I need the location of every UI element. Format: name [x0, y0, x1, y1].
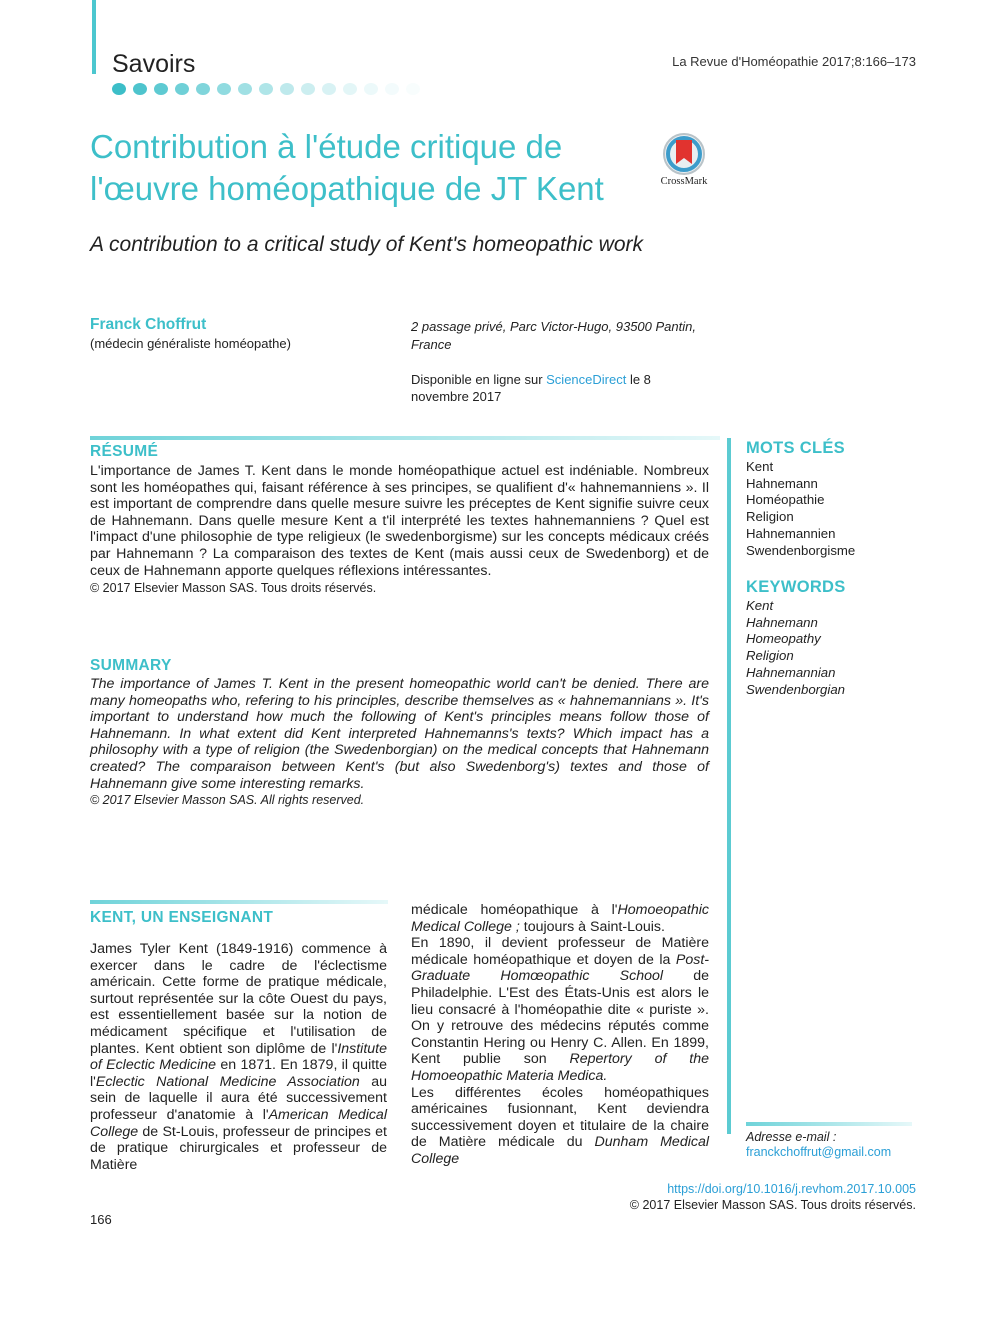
online-suffix: le 8 novembre 2017 — [411, 372, 651, 404]
text-run: au sein de laquelle il aura été successivement professeur d'anatomie à l' — [90, 1073, 387, 1123]
keywords-item: Kent — [746, 598, 774, 613]
header-dot — [322, 83, 336, 95]
mots-cles-item: Swendenborgisme — [746, 542, 856, 558]
italic-run: Post-Graduate Homœopathic School — [411, 951, 709, 985]
keywords-item: Hahnemann — [746, 614, 818, 630]
keywords-heading: KEYWORDS — [746, 578, 846, 596]
italic-run: Homoeopathic Medical College ; — [411, 902, 709, 935]
sidebar-divider — [727, 438, 731, 1134]
header-dot — [154, 83, 168, 95]
article-title: Contribution à l'étude critique de l'œuvre homéopathique de JT Kent — [90, 128, 604, 207]
page-number: 166 — [90, 1212, 112, 1227]
italic-run: Dunham Medical College — [411, 1134, 709, 1167]
section1-heading: KENT, UN ENSEIGNANT — [90, 909, 274, 926]
header-dot — [343, 83, 357, 95]
crossmark-icon — [656, 132, 712, 176]
text-run: toujours à Saint-Louis. — [519, 918, 665, 935]
italic-run: Institute of Eclectic Medicine — [90, 1040, 387, 1074]
summary-text: The importance of James T. Kent in the present homeopathic world can't be denied. There are many homeopaths who, refering to his principles, describe themselves as « hahnemannians ». It's important to understand how much the following of Kent's principles means follow those of Hahnemann. In what extent did Kent interpreted Hahnemanns's texts? Which impact has a philosophy with a type of religion (the Swedenborgian) on the medical concepts that Hahnemann created? The comparaison between Kent's (but also Swedenborg's) textes and those of Hahnemann give some interesting remarks. — [90, 676, 709, 792]
author-role: (médecin généraliste homéopathe) — [90, 336, 291, 351]
section1-paragraph — [90, 941, 387, 1173]
header-dot — [196, 83, 210, 95]
italic-run: Repertory of the Homoeopathic Materia Medica. — [411, 1051, 709, 1084]
keywords-list — [746, 598, 845, 698]
header-dot — [175, 83, 189, 95]
email-link[interactable]: franckchoffrut@gmail.com — [746, 1145, 892, 1159]
header-dot — [112, 83, 126, 95]
summary-copyright: © 2017 Elsevier Masson SAS. All rights reserved. — [90, 793, 365, 807]
doi-link[interactable]: https://doi.org/10.1016/j.revhom.2017.10.005 — [667, 1182, 916, 1196]
section1-paragraph — [411, 935, 709, 1084]
text-run: de St-Louis, professeur de principes et de pratique chirurgicales et professeur de Matière — [90, 1123, 387, 1173]
footer-copyright: © 2017 Elsevier Masson SAS. Tous droits réservés. — [629, 1198, 916, 1212]
resume-text: L'importance de James T. Kent dans le monde homéopathique actuel est indéniable. Nombreux sont les homéopathes qui, faisant référence à ses principes, se qualifient d'« hahnemanniens ». Il est important de comprendre dans quelle mesure suivre les préceptes de Kent signifie suivre ceux de Hahnemann. Dans quelle mesure Kent a t'il interprété les textes hahnemanniens ? Quel est l'impact d'une philosophie de type religieux (le swedenborgisme) sur les concepts médicaux créés par Hahnemann ? La comparaison des textes de Kent (mais aussi ceux de Swedenborg) et de ceux de Hahnemann apporte quelques réflexions intéressantes. — [90, 463, 709, 579]
header-dot — [364, 83, 378, 95]
crossmark-badge[interactable] — [656, 132, 712, 190]
mots-cles-item: Hahnemannien — [746, 525, 836, 541]
section1-paragraph — [411, 1085, 709, 1168]
italic-run: American Medical College — [90, 1106, 387, 1140]
text-run: médicale homéopathique à l' — [411, 902, 618, 918]
contact-rule — [746, 1122, 912, 1126]
header-dot — [385, 83, 399, 95]
mots-cles-heading: MOTS CLÉS — [746, 439, 845, 457]
crossmark-label: CrossMark — [660, 176, 708, 187]
header-accent-bar — [92, 0, 96, 74]
text-run: En 1890, il devient professeur de Matière médicale homéopathique et doyen de la — [411, 935, 709, 968]
header-dot — [259, 83, 273, 95]
email-label: Adresse e-mail : — [746, 1130, 837, 1144]
mots-cles-list — [746, 459, 855, 559]
header-dot — [238, 83, 252, 95]
sciencedirect-link[interactable]: ScienceDirect — [546, 372, 627, 387]
mots-cles-item: Homéopathie — [746, 492, 825, 508]
journal-reference: La Revue d'Homéopathie 2017;8:166–173 — [672, 54, 916, 69]
section-label: Savoirs — [112, 50, 196, 78]
text-run: de Philadelphie. L'Est des États-Unis est alors le lieu consacré à l'homéopathie dite « puriste ». On y retrouve des médecins réputés comme Constantin Hering ou Henry C. Allen. En 1899, Kent publie son — [411, 968, 709, 1068]
mots-cles-item: Religion — [746, 509, 794, 525]
header-dot-row — [112, 83, 420, 95]
section1-right-column — [411, 902, 709, 1168]
header-dot — [133, 83, 147, 95]
section1-rule — [90, 900, 388, 904]
section1-paragraph — [411, 902, 709, 935]
article-subtitle: A contribution to a critical study of Kent's homeopathic work — [90, 233, 644, 256]
keywords-item: Religion — [746, 648, 794, 664]
header-dot — [406, 83, 420, 95]
keywords-item: Homeopathy — [746, 631, 821, 647]
resume-copyright: © 2017 Elsevier Masson SAS. Tous droits réservés. — [90, 581, 377, 595]
text-run: James Tyler Kent (1849-1916) commence à exercer dans le cadre de l'éclectisme américain. Cette forme de pratique médicale, surtout représentée sur la côte Ouest du pays, est essentiellement basée sur la notion de médicament spécifique et l'utilisation de plantes. Kent obtient son diplôme de l' — [90, 941, 387, 1057]
online-prefix: Disponible en ligne sur — [411, 372, 547, 387]
author-name: Franck Choffrut — [90, 316, 207, 333]
resume-rule — [90, 436, 720, 440]
header-dot — [217, 83, 231, 95]
author-address: 2 passage privé, Parc Victor-Hugo, 93500 Pantin, France — [411, 319, 696, 352]
keywords-item: Swendenborgian — [746, 681, 845, 697]
italic-run: Eclectic National Medicine Association — [95, 1073, 360, 1090]
online-availability — [411, 371, 711, 405]
summary-heading: SUMMARY — [90, 657, 172, 674]
header-dot — [301, 83, 315, 95]
keywords-item: Hahnemannian — [746, 664, 836, 680]
text-run: en 1871. En 1879, il quitte l' — [90, 1057, 387, 1090]
section1-left-column — [90, 941, 387, 1173]
mots-cles-item: Hahnemann — [746, 475, 818, 491]
header-dot — [280, 83, 294, 95]
mots-cles-item: Kent — [746, 459, 774, 474]
text-run: Les différentes écoles homéopathiques américaines fusionnant, Kent deviendra successivement doyen et titulaire de la chaire de Matière médicale du — [411, 1084, 709, 1151]
resume-heading: RÉSUMÉ — [90, 443, 159, 460]
